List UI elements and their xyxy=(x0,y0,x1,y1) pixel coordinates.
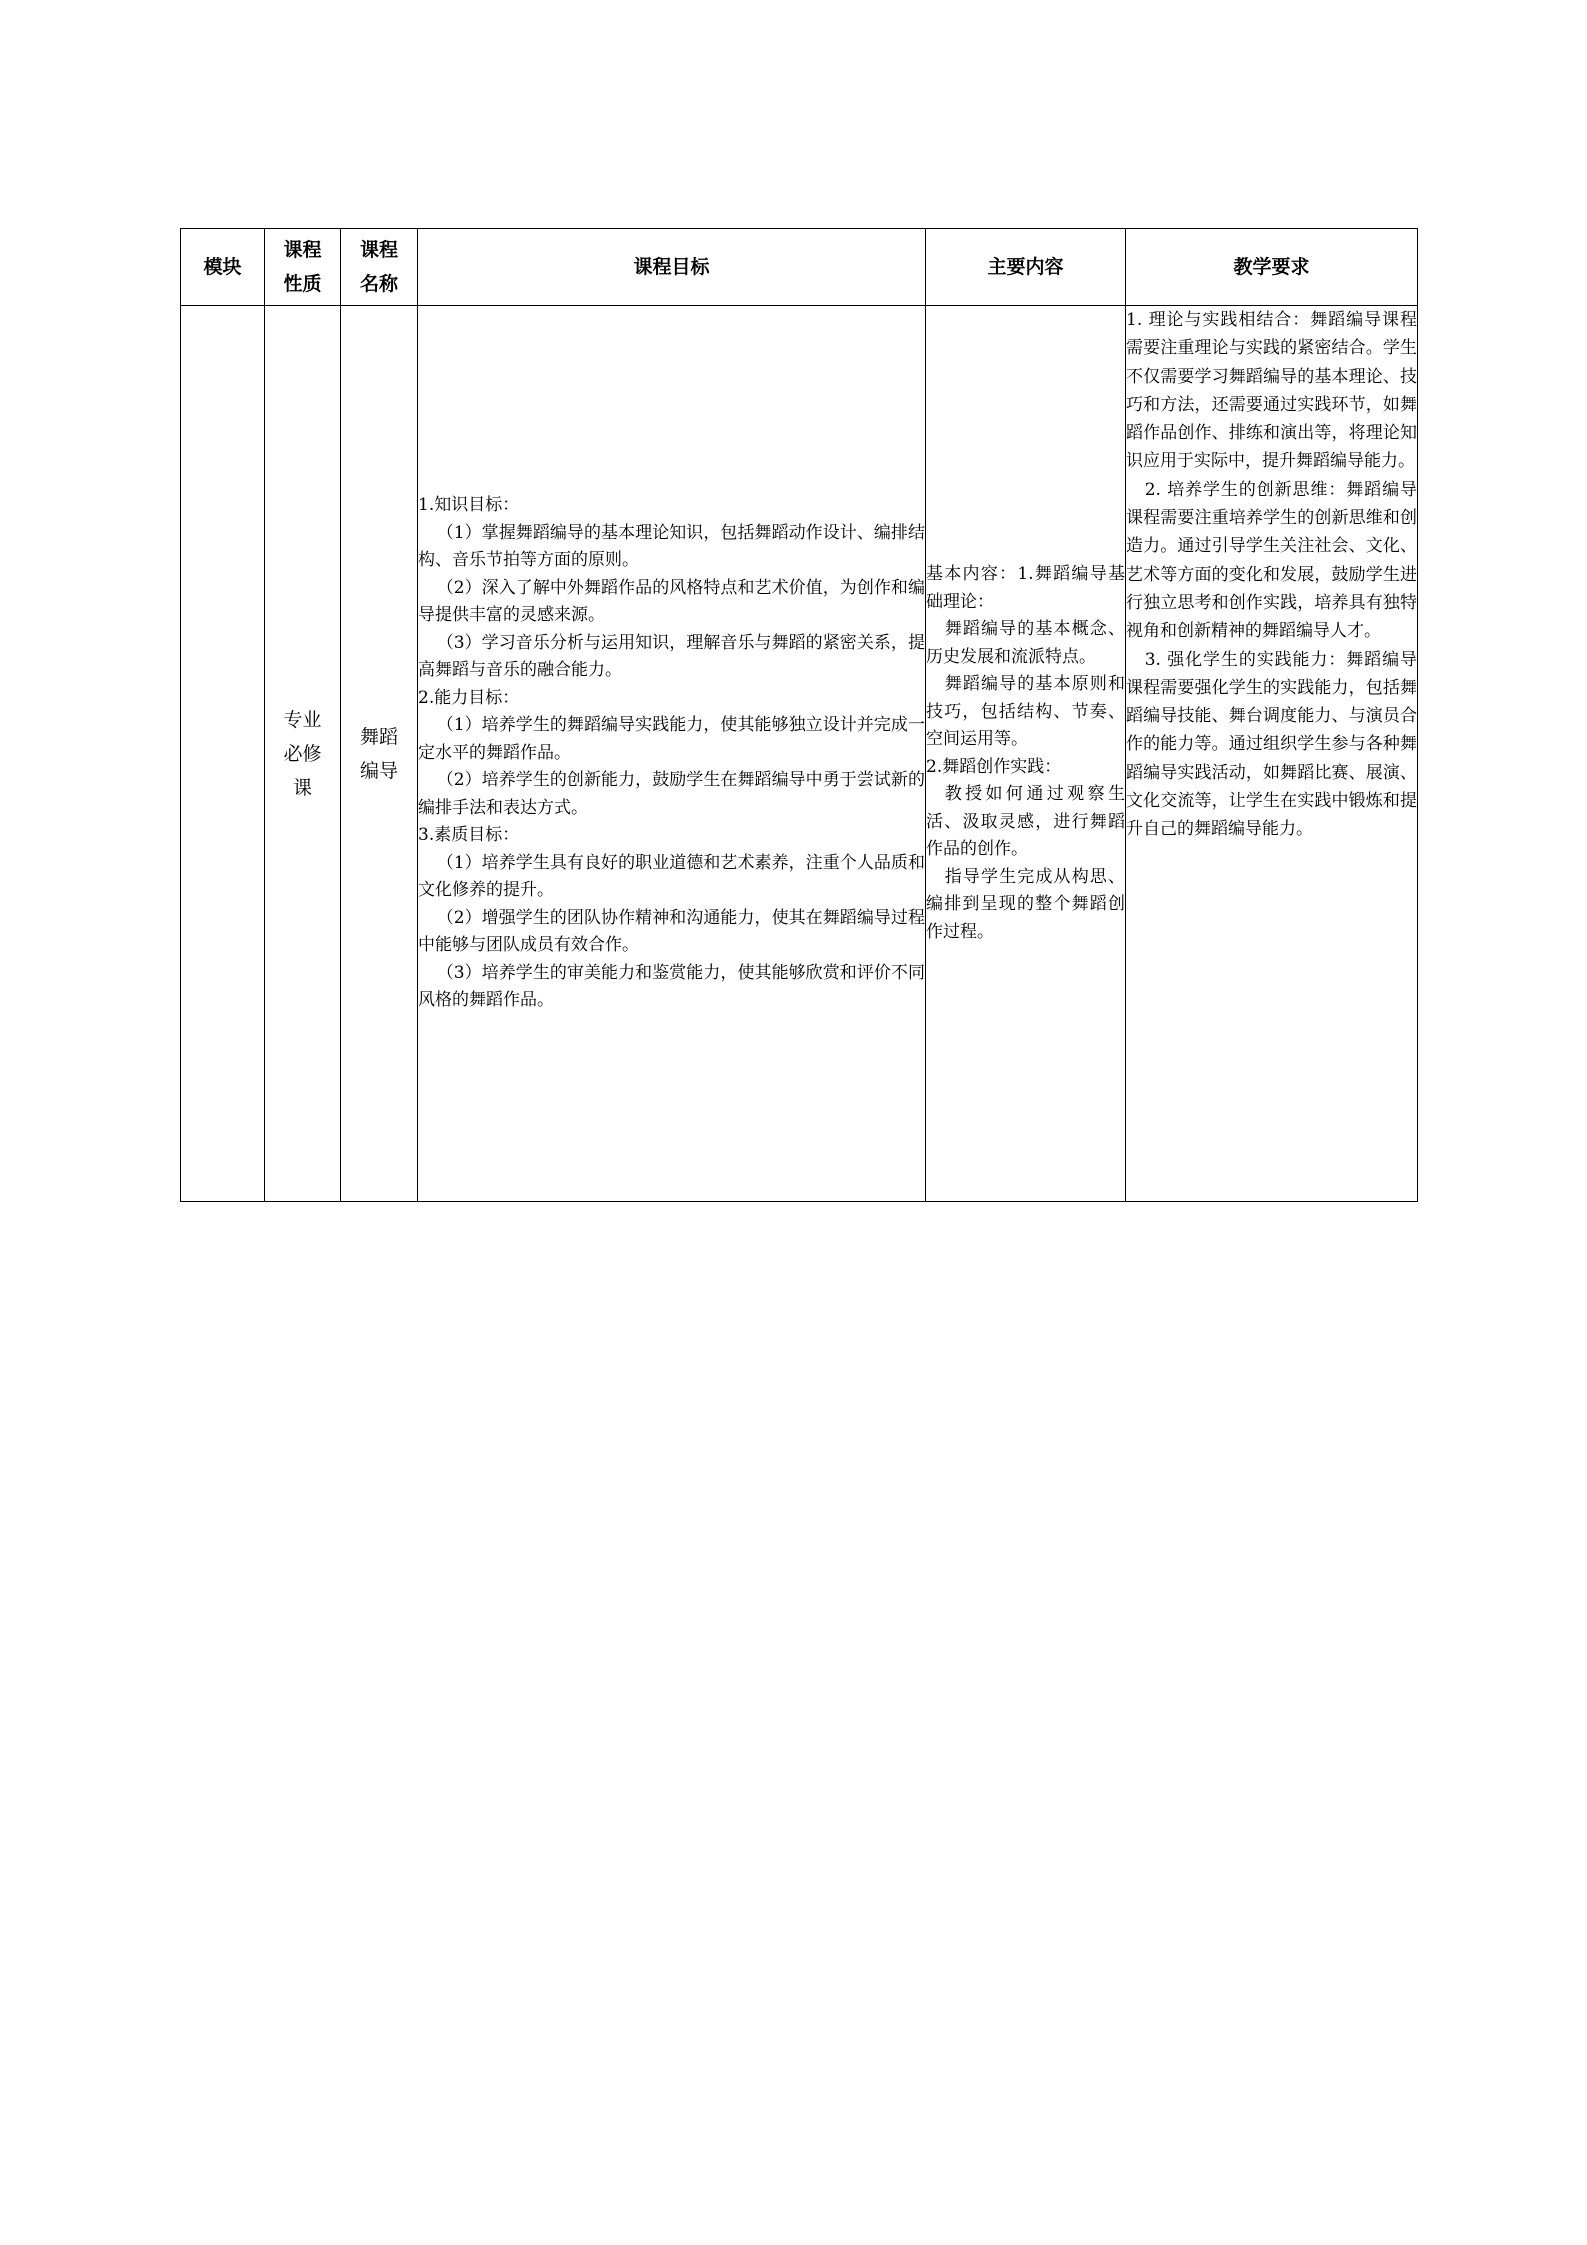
goal-item: （1）掌握舞蹈编导的基本理论知识，包括舞蹈动作设计、编排结构、音乐节拍等方面的原则。 xyxy=(418,522,925,571)
content-item: 教授如何通过观察生活、汲取灵感，进行舞蹈作品的创作。 xyxy=(926,784,1125,859)
course-name-line: 编导 xyxy=(359,759,398,782)
header-course-name xyxy=(341,229,418,306)
course-nature-cell xyxy=(265,306,341,1202)
goal-heading: 2.能力目标： xyxy=(418,687,520,708)
header-course-nature-line2: 性质 xyxy=(283,273,322,295)
requirement-item: 2. 培养学生的创新思维：舞蹈编导课程需要注重培养学生的创新思维和创造力。通过引导学生关注社会、文化、艺术等方面的变化和发展，鼓励学生进行独立思考和创作实践，培养具有独特视角和创新精神的舞蹈编导人才。 xyxy=(1126,479,1417,642)
main-content-cell xyxy=(926,306,1126,1202)
header-course-nature xyxy=(265,229,341,306)
goal-item: （3）学习音乐分析与运用知识，理解音乐与舞蹈的紧密关系，提高舞蹈与音乐的融合能力。 xyxy=(418,632,925,681)
module-cell xyxy=(181,306,265,1202)
header-course-name-line2: 名称 xyxy=(359,273,398,295)
requirement-item: 1. 理论与实践相结合：舞蹈编导课程需要注重理论与实践的紧密结合。学生不仅需要学习舞蹈编导的基本理论、技巧和方法，还需要通过实践环节，如舞蹈作品创作、排练和演出等，将理论知识应用于实际中，提升舞蹈编导能力。 xyxy=(1126,310,1417,472)
goal-item: （2）培养学生的创新能力，鼓励学生在舞蹈编导中勇于尝试新的编排手法和表达方式。 xyxy=(418,770,925,818)
table-row xyxy=(181,306,1418,1202)
course-name-line: 舞蹈 xyxy=(359,725,398,748)
goal-item: （2）深入了解中外舞蹈作品的风格特点和艺术价值，为创作和编导提供丰富的灵感来源。 xyxy=(418,577,925,626)
content-item: 2.舞蹈创作实践： xyxy=(926,756,1062,777)
header-row xyxy=(181,229,1418,306)
content-item: 基本内容：1.舞蹈编导基础理论： xyxy=(926,564,1125,612)
content-item: 指导学生完成从构思、编排到呈现的整个舞蹈创作过程。 xyxy=(926,866,1125,942)
header-main-content: 主要内容 xyxy=(926,229,1126,306)
requirement-item: 3. 强化学生的实践能力：舞蹈编导课程需要强化学生的实践能力，包括舞蹈编导技能、舞台调度能力、与演员合作的能力等。通过组织学生参与各种舞蹈编导实践活动，如舞蹈比赛、展演、文化交流等，让学生在实践中锻炼和提升自己的舞蹈编导能力。 xyxy=(1126,649,1417,840)
course-table xyxy=(180,228,1418,1202)
goal-item: （1）培养学生具有良好的职业道德和艺术素养，注重个人品质和文化修养的提升。 xyxy=(418,852,925,901)
course-name-cell xyxy=(341,306,418,1202)
goal-heading: 1.知识目标： xyxy=(418,495,520,516)
goal-heading: 3.素质目标： xyxy=(418,825,520,846)
header-course-nature-line1: 课程 xyxy=(283,239,322,261)
content-item: 舞蹈编导的基本原则和技巧，包括结构、节奏、空间运用等。 xyxy=(926,674,1125,749)
teaching-requirements-cell xyxy=(1126,306,1418,1202)
goal-item: （2）增强学生的团队协作精神和沟通能力，使其在舞蹈编导过程中能够与团队成员有效合作。 xyxy=(418,907,925,956)
goal-item: （1）培养学生的舞蹈编导实践能力，使其能够独立设计并完成一定水平的舞蹈作品。 xyxy=(418,715,925,763)
goal-item: （3）培养学生的审美能力和鉴赏能力，使其能够欣赏和评价不同风格的舞蹈作品。 xyxy=(418,962,925,1011)
header-course-goals: 课程目标 xyxy=(418,229,926,306)
header-course-name-line1: 课程 xyxy=(359,239,398,261)
header-module: 模块 xyxy=(181,229,265,306)
course-goals-cell xyxy=(418,306,926,1202)
course-nature-line: 课 xyxy=(292,776,312,799)
content-item: 舞蹈编导的基本概念、历史发展和流派特点。 xyxy=(926,619,1125,667)
header-teaching-requirements: 教学要求 xyxy=(1126,229,1418,306)
course-nature-line: 专业 xyxy=(283,708,322,731)
course-nature-line: 必修 xyxy=(283,742,322,765)
